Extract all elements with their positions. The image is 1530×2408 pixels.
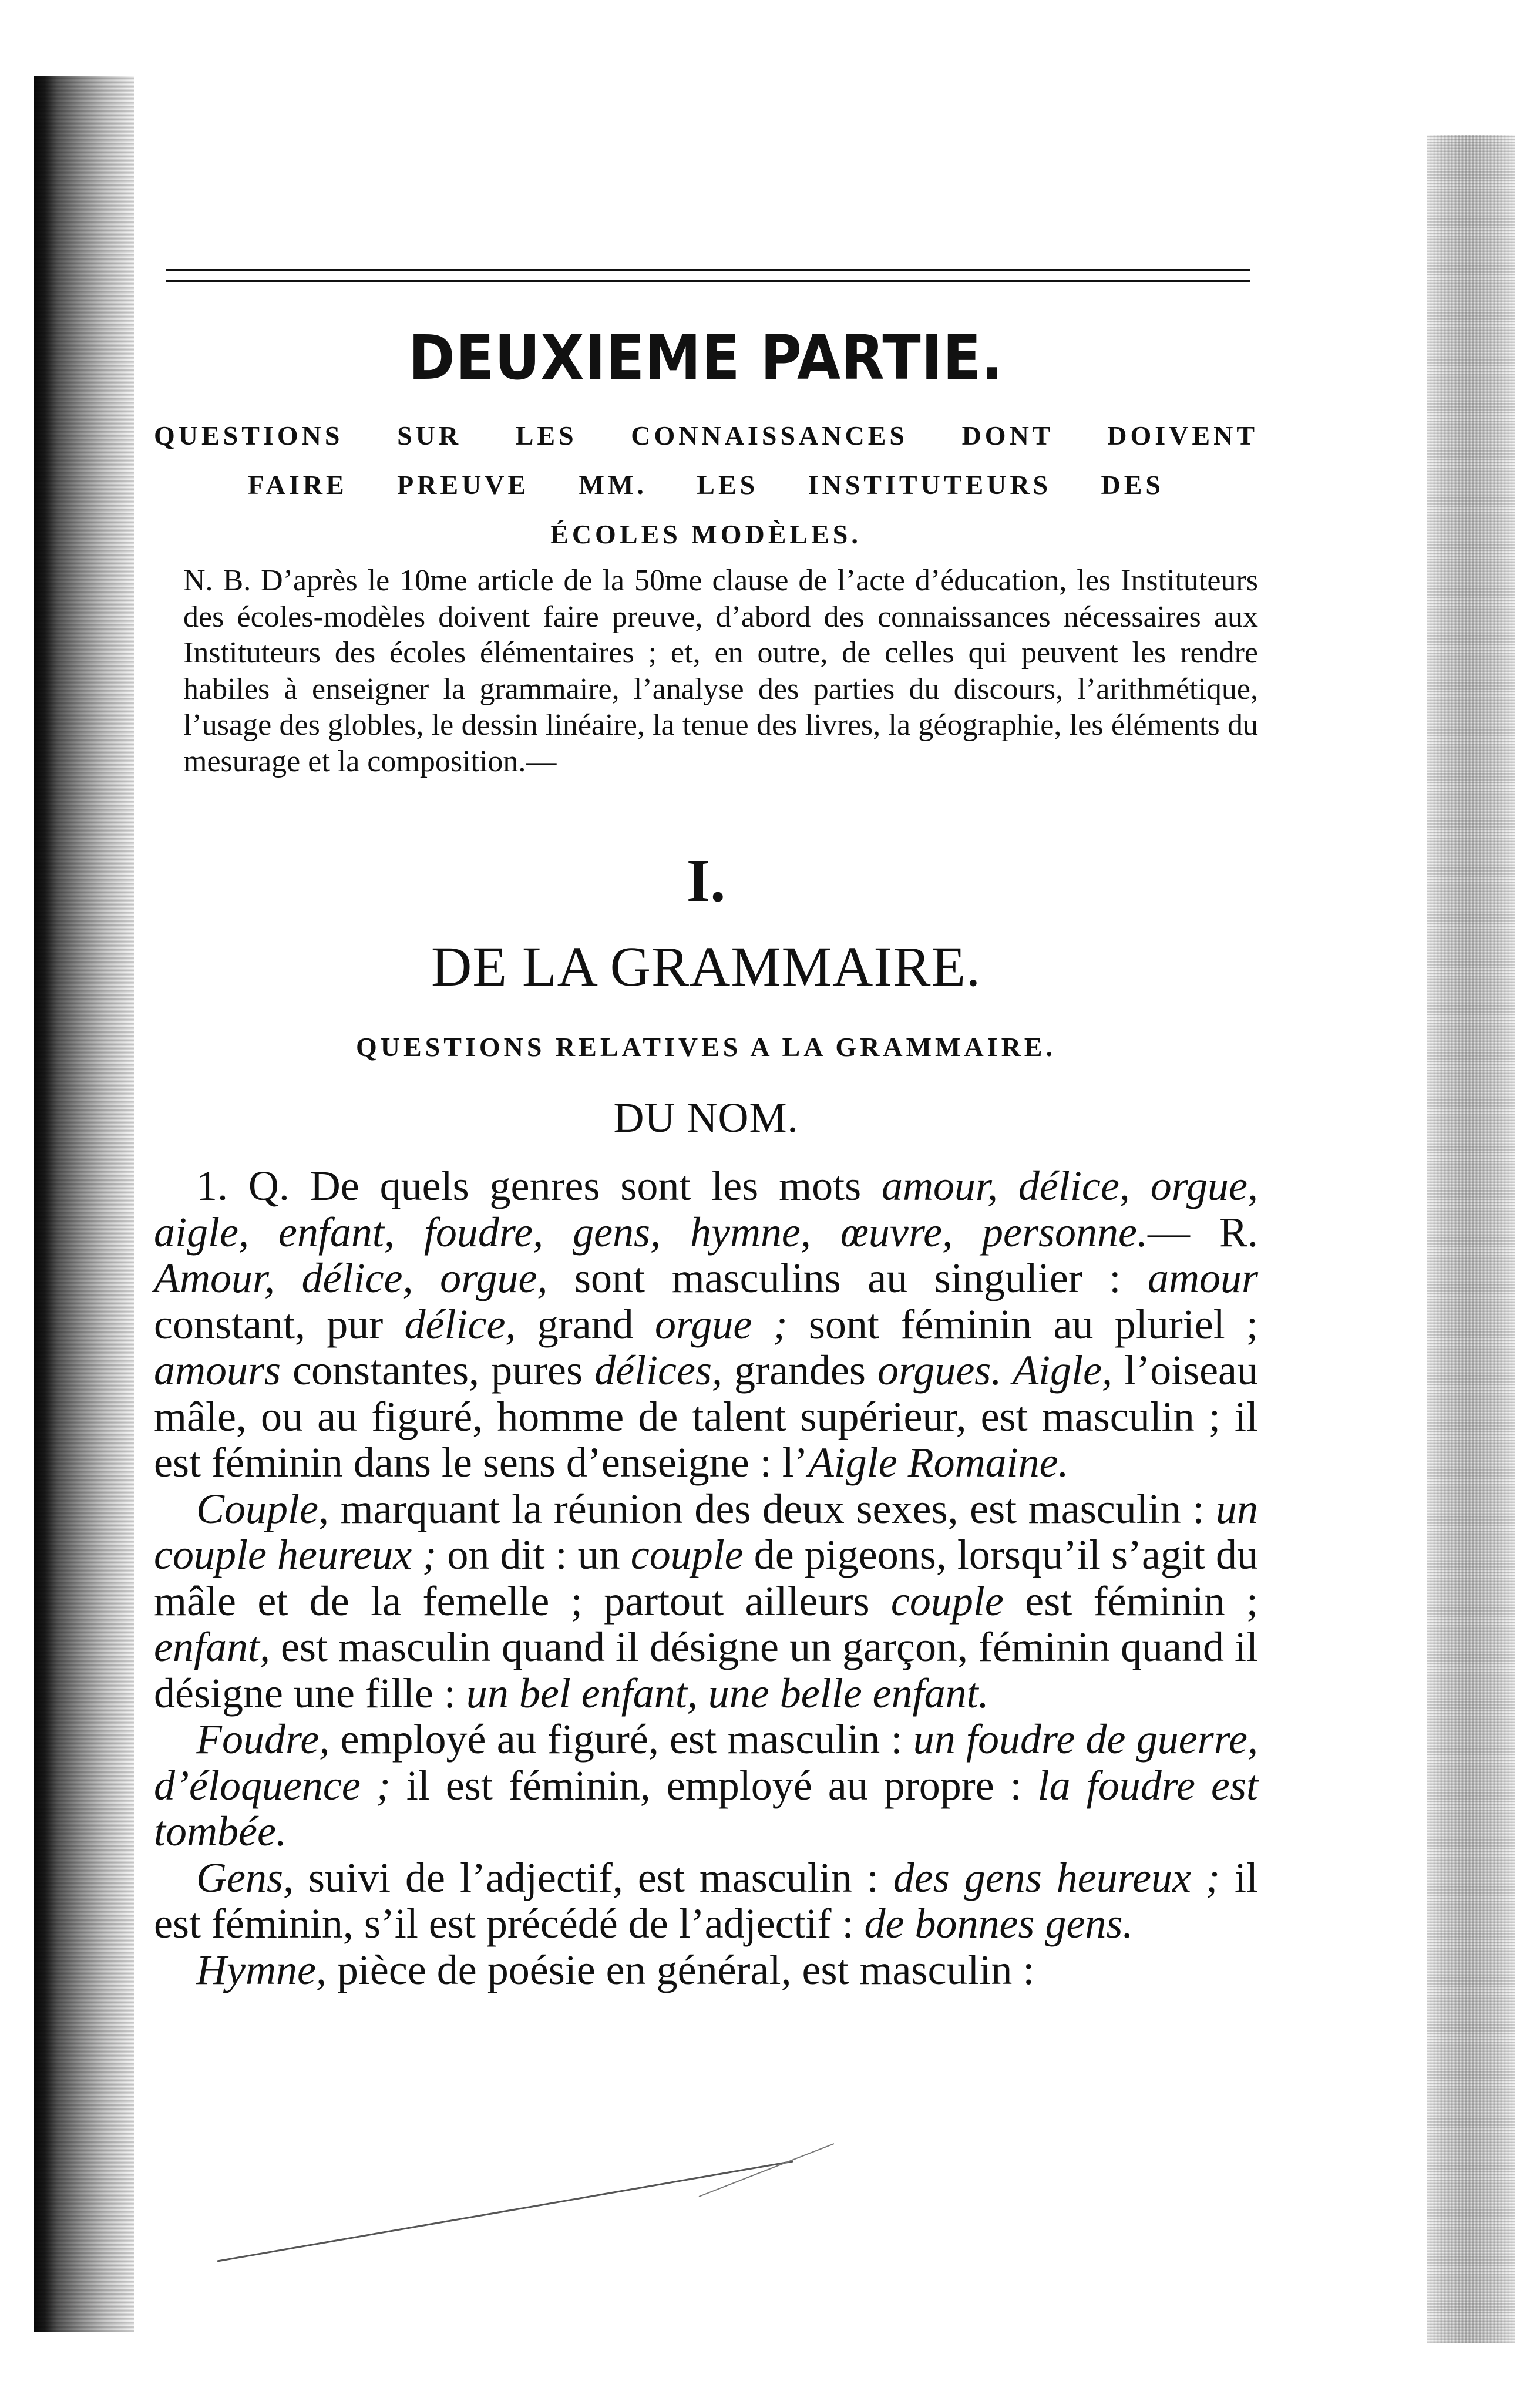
body-paragraph (154, 1716, 1258, 1855)
text-run: est féminin ; (1003, 1577, 1258, 1625)
body-paragraph (154, 1163, 1258, 1486)
italic-term: Couple, (196, 1485, 329, 1532)
italic-term: un couple heureux ; (154, 1485, 1258, 1578)
header-double-rule (166, 269, 1250, 287)
text-run: l’oiseau mâle, ou au figuré, homme de talent supérieur, est masculin ; il est féminin dans le sens d’enseigne : l’ (154, 1347, 1259, 1486)
text-run: grand (516, 1300, 655, 1348)
body-paragraph (154, 1855, 1258, 1947)
topic-heading: DU NOM. (613, 1094, 799, 1141)
part-title: DEUXIEME PARTIE. (408, 322, 1004, 394)
italic-term: délices, (594, 1347, 722, 1394)
text-run: de pigeons, lorsqu’il s’agit du mâle et de la femelle ; partout ailleurs (154, 1531, 1258, 1625)
italic-term: amour (1147, 1255, 1258, 1301)
scanned-binding-edge (34, 76, 134, 2332)
part-subtitle (154, 411, 1258, 559)
text-run: marquant la réunion des deux sexes, est masculin : (328, 1485, 1216, 1532)
italic-term: un foudre de guerre, d’éloquence ; (154, 1716, 1258, 1809)
scanned-page-edge (1427, 135, 1515, 2343)
note-block (154, 563, 1258, 779)
rule-line (166, 269, 1250, 271)
body-paragraph (154, 1486, 1258, 1717)
italic-term: de bonnes gens. (864, 1900, 1134, 1947)
subtitle-line-2: FAIRE PREUVE MM. LES INSTITUTEURS DES (248, 470, 1164, 500)
italic-term: délice, (404, 1300, 516, 1348)
text-run: sont masculins au singulier : (547, 1255, 1148, 1301)
text-run: sont féminin au pluriel ; (787, 1300, 1259, 1348)
italic-term: amour, délice, orgue, aigle, enfant, foudre, gens, hymne, œuvre, personne. (154, 1162, 1258, 1256)
italic-term: couple (630, 1531, 744, 1578)
subtitle-line-1: QUESTIONS SUR LES CONNAISSANCES DONT DOIVENT (154, 421, 1258, 450)
section-title: DE LA GRAMMAIRE. (431, 935, 981, 998)
subtitle-line-3: ÉCOLES MODÈLES. (550, 519, 862, 549)
italic-term: Gens, (196, 1854, 294, 1901)
text-run: pièce de poésie en général, est masculin : (326, 1946, 1035, 1993)
questions-heading: QUESTIONS RELATIVES A LA GRAMMAIRE. (356, 1032, 1056, 1062)
text-run: il est féminin, s’il est précédé de l’adjectif : (154, 1854, 1258, 1947)
text-run: — R. (1148, 1208, 1258, 1256)
body-text (154, 1163, 1258, 1993)
italic-term: orgue ; (655, 1300, 788, 1348)
note-paragraph: N. B. D’après le 10me article de la 50me clause de l’acte d’éducation, les Instituteurs des écoles-modèles doivent faire preuve, d’abord des connaissances nécessaires aux Instituteurs des écoles élémentaires ; et, en outre, de celles qui peuvent les rendre habiles à enseigner la grammaire, l’analyse des parties du discours, l’arithmétique, l’usage des globles, le dessin linéaire, la tenue des livres, la géographie, les éléments du mesurage et la composition.— (183, 564, 1258, 778)
italic-term: Hymne, (196, 1946, 327, 1993)
italic-term: orgues. Aigle, (877, 1347, 1113, 1394)
italic-term: Foudre, (196, 1716, 330, 1763)
text-run: on dit : un (436, 1531, 631, 1578)
italic-term: Amour, délice, orgue, (154, 1255, 548, 1301)
text-run: grandes (722, 1347, 877, 1394)
section-number: I. (686, 847, 726, 914)
pencil-stroke (217, 2138, 840, 2267)
italic-term: un bel enfant, une belle enfant. (466, 1669, 989, 1717)
text-run: il est féminin, employé au propre : (390, 1761, 1038, 1809)
text-run: est masculin quand il désigne un garçon, féminin quand il désigne une fille : (154, 1623, 1258, 1717)
italic-term: couple (890, 1577, 1004, 1625)
italic-term: amours (154, 1347, 281, 1394)
text-run: employé au figuré, est masculin : (329, 1716, 913, 1763)
italic-term: enfant, (154, 1623, 270, 1670)
rule-line (166, 280, 1250, 282)
italic-term: Aigle Romaine. (808, 1439, 1069, 1486)
italic-term: la foudre est tombée. (154, 1761, 1258, 1855)
text-run: constant, pur (154, 1300, 405, 1348)
text-run: suivi de l’adjectif, est masculin : (293, 1854, 893, 1901)
italic-term: des gens heureux ; (893, 1854, 1220, 1901)
body-paragraph (154, 1947, 1258, 1993)
text-run: 1. Q. De quels genres sont les mots (196, 1162, 882, 1209)
text-run: constantes, pures (281, 1347, 595, 1394)
